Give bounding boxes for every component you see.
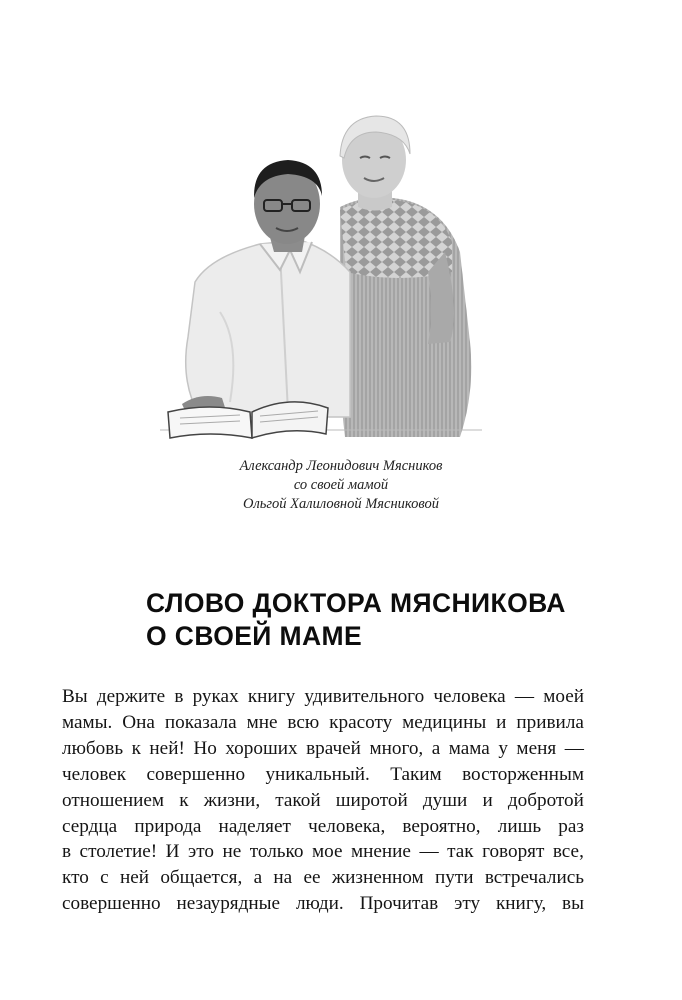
caption-line: Ольгой Халиловной Мясниковой [243,496,439,512]
portrait-photo [160,112,482,442]
body-line: совершенно незаурядные люди. Прочитав эту книгу, вы [62,893,584,915]
body-line: человек совершенно уникальный. Таким восторженным [62,763,584,785]
man-figure [182,160,350,422]
body-line: любовь к ней! Но хороших врачей много, а мама у меня — [62,737,584,759]
body-line: Вы держите в руках книгу удивительного человека — моей [62,686,584,707]
caption-line: Александр Леонидович Мясников [239,458,443,474]
section-heading [146,587,626,653]
body-line: отношением к жизни, такой широтой души и добротой [62,789,584,811]
caption-line: со своей мамой [293,477,389,493]
body-line: в столетие! И это не только мое мнение — так говорят все, [62,841,584,863]
body-line: мамы. Она показала мне всю красоту медицины и привила [62,711,584,733]
body-line: кто с ней общается, а на ее жизненном пути встречались [62,867,584,889]
heading-line: О СВОЕЙ МАМЕ [146,621,363,651]
heading-line: СЛОВО ДОКТОРА МЯСНИКОВА [146,588,566,618]
woman-figure [340,116,472,437]
body-line: сердца природа наделяет человека, вероятно, лишь раз [62,815,584,837]
body-text [62,684,584,917]
photo-caption [0,457,682,514]
